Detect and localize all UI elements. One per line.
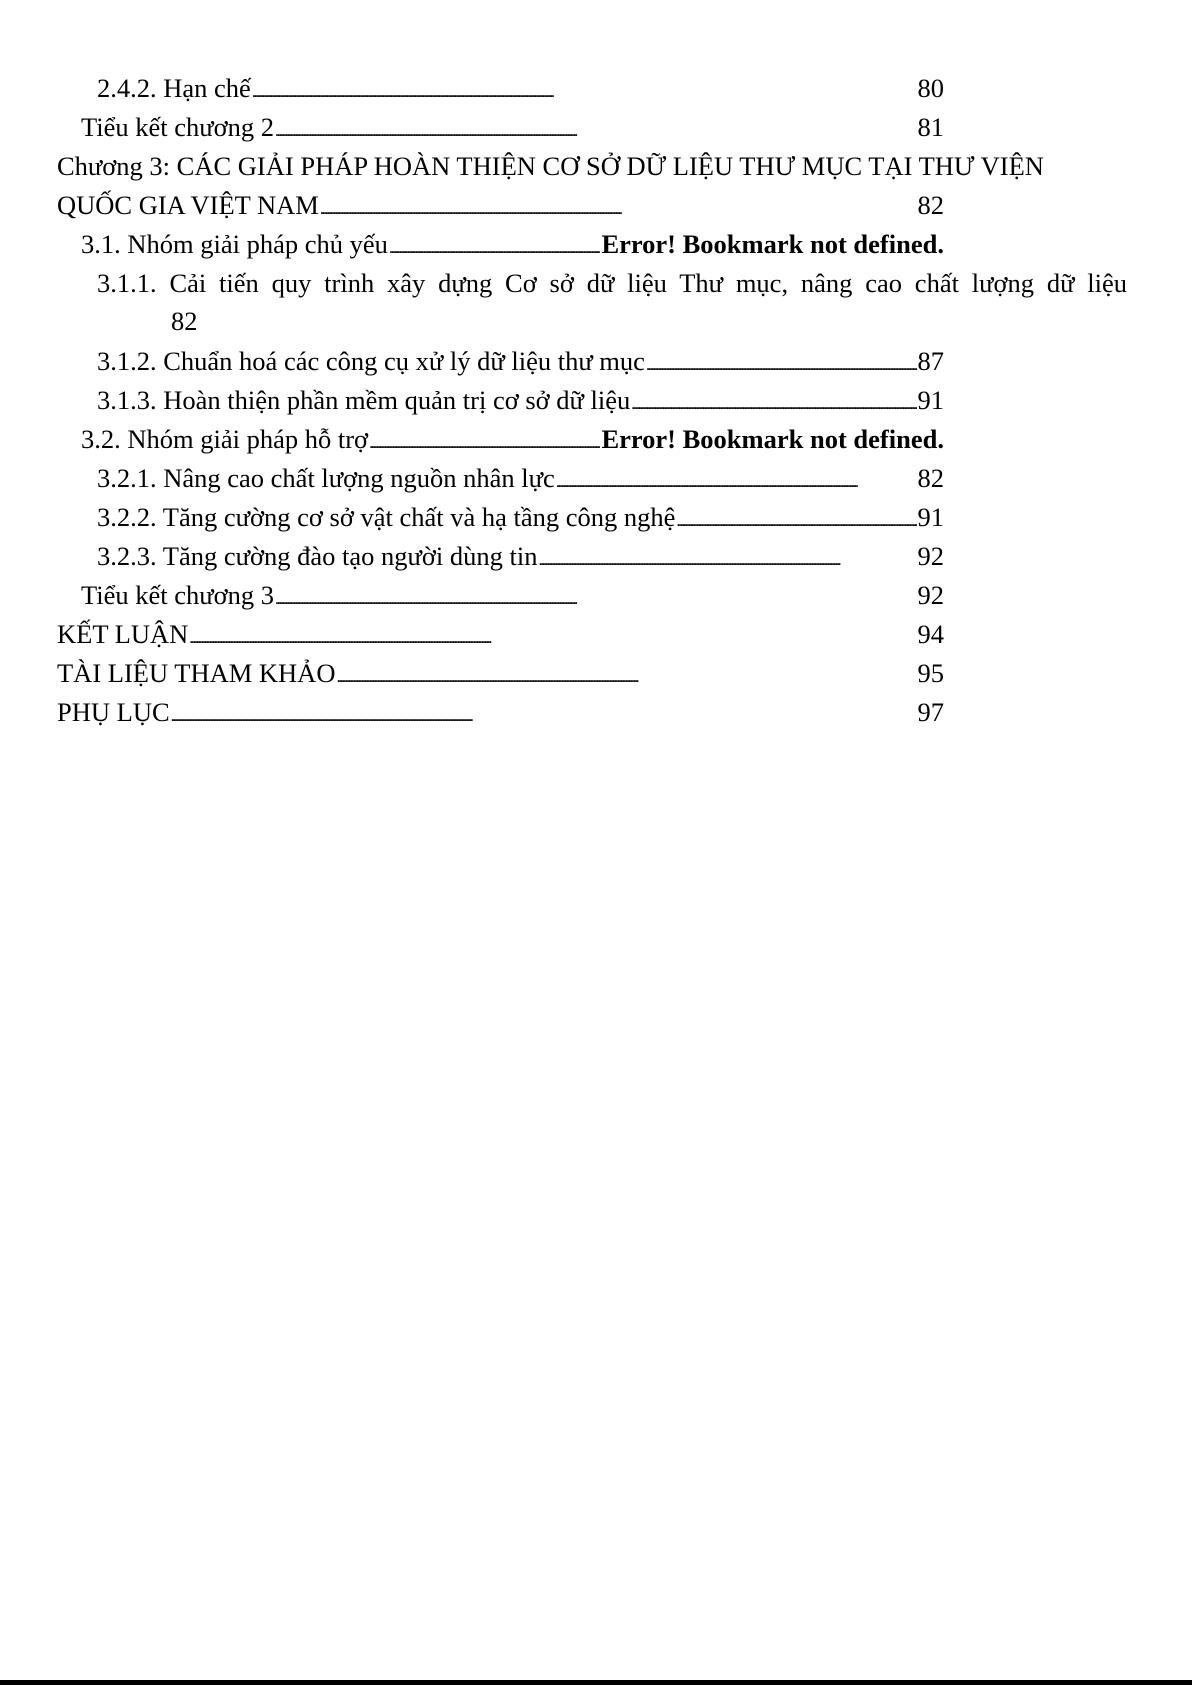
dot-leader — [676, 501, 916, 538]
toc-entry-3-2[interactable] — [81, 423, 944, 460]
dot-leader — [252, 72, 917, 109]
dot-leader — [189, 618, 916, 655]
toc-entry-chapter3-summary[interactable] — [81, 579, 944, 616]
toc-entry-3-1-1-line1[interactable] — [97, 267, 1127, 299]
dot-leader — [646, 345, 917, 382]
toc-entry-3-2-1[interactable] — [97, 462, 944, 499]
dot-leader — [631, 384, 916, 421]
toc-page-number: 81 — [917, 112, 944, 142]
toc-entry-label: QUỐC GIA VIỆT NAM — [57, 190, 319, 220]
toc-entry-label: KẾT LUẬN — [57, 619, 189, 649]
toc-entry-chapter3-line2[interactable] — [57, 189, 944, 226]
dot-leader — [336, 657, 916, 694]
toc-entry-label: TÀI LIỆU THAM KHẢO — [57, 658, 336, 688]
toc-page-number: 92 — [917, 541, 944, 571]
toc-entry-label: 3.1.1. Cải tiến quy trình xây dựng Cơ sở dữ liệu Thư mục, nâng cao chất lượng dữ liệu — [97, 268, 1127, 298]
toc-entry-label: Tiểu kết chương 3 — [81, 580, 275, 610]
dot-leader — [538, 540, 916, 577]
dot-leader — [369, 423, 600, 460]
toc-entry-label: Chương 3: CÁC GIẢI PHÁP HOÀN THIỆN CƠ SỞ DỮ LIỆU THƯ MỤC TẠI THƯ VIỆN — [57, 151, 1044, 181]
toc-bookmark-error: Error! Bookmark not defined. — [601, 424, 944, 454]
toc-entry-3-2-3[interactable] — [97, 540, 944, 577]
toc-entry-3-1-2[interactable] — [97, 345, 944, 382]
toc-bookmark-error: Error! Bookmark not defined. — [601, 229, 944, 259]
dot-leader — [171, 696, 917, 733]
toc-page-number: 82 — [917, 463, 944, 493]
toc-page-number: 87 — [917, 346, 944, 376]
toc-entry-conclusion[interactable] — [57, 618, 944, 655]
toc-entry-appendix[interactable] — [57, 696, 944, 733]
toc-entry-label: 3.1.2. Chuẩn hoá các công cụ xử lý dữ liệu thư mục — [97, 346, 645, 376]
toc-entry-2-4-2[interactable] — [97, 72, 944, 109]
toc-entry-chapter3-line1[interactable] — [57, 150, 1127, 182]
toc-entry-3-2-2[interactable] — [97, 501, 944, 538]
toc-entry-chapter2-summary[interactable] — [81, 111, 944, 148]
toc-page-number: 82 — [171, 306, 198, 336]
toc-page-number: 82 — [917, 190, 944, 220]
toc-entry-label: 2.4.2. Hạn chế — [97, 73, 251, 103]
dot-leader — [320, 189, 917, 226]
toc-entry-label: 3.1. Nhóm giải pháp chủ yếu — [81, 229, 388, 259]
toc-entry-3-1-1-line2[interactable] — [171, 305, 198, 337]
toc-page-number: 91 — [917, 502, 944, 532]
toc-entry-label: 3.2.1. Nâng cao chất lượng nguồn nhân lực — [97, 463, 555, 493]
toc-entry-label: PHỤ LỤC — [57, 697, 170, 727]
toc-entry-3-1-3[interactable] — [97, 384, 944, 421]
toc-page-number: 91 — [917, 385, 944, 415]
toc-entry-references[interactable] — [57, 657, 944, 694]
toc-entry-label: Tiểu kết chương 2 — [81, 112, 275, 142]
dot-leader — [275, 111, 916, 148]
dot-leader — [275, 579, 916, 616]
toc-page-number: 95 — [917, 658, 944, 688]
dot-leader — [389, 228, 601, 265]
toc-page-number: 97 — [917, 697, 944, 727]
toc-page-number: 92 — [917, 580, 944, 610]
dot-leader — [556, 462, 917, 499]
toc-entry-label: 3.1.3. Hoàn thiện phần mềm quản trị cơ sở dữ liệu — [97, 385, 631, 415]
toc-entry-label: 3.2. Nhóm giải pháp hỗ trợ — [81, 424, 369, 454]
toc-entry-label: 3.2.2. Tăng cường cơ sở vật chất và hạ tầng công nghệ — [97, 502, 676, 532]
toc-page-number: 80 — [917, 73, 944, 103]
page-bottom-border — [0, 1680, 1192, 1685]
toc-entry-3-1[interactable] — [81, 228, 944, 265]
toc-page-number: 94 — [917, 619, 944, 649]
toc-entry-label: 3.2.3. Tăng cường đào tạo người dùng tin — [97, 541, 538, 571]
